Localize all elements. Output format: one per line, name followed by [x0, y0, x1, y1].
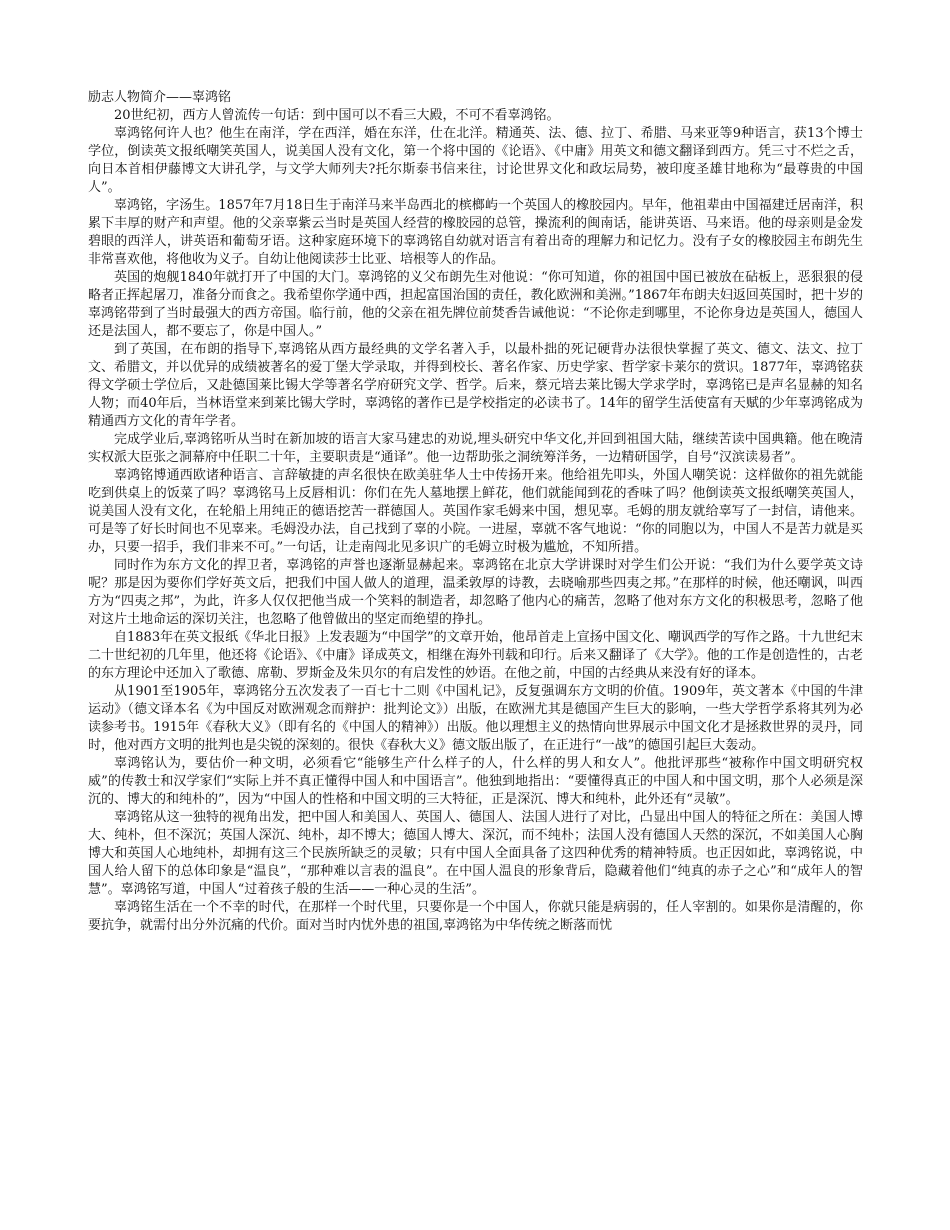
paragraph-intro: 20世纪初，西方人曾流传一句话：到中国可以不看三大殿，不可不看辜鸿铭。: [114, 108, 560, 123]
paragraph: 完成学业后,辜鸿铭听从当时在新加坡的语言大家马建忠的劝说,埋头研究中华文化,并回到祖国大陆，继续苦读中国典籍。他在晚清实权派大臣张之洞幕府中任职二十年，主要职责是“通译”。他一边帮助张之洞统筹洋务，一边精研国学，自号“汉滨读易者”。: [88, 432, 863, 465]
paragraph: 自1883年在英文报纸《华北日报》上发表题为“中国学”的文章开始，他昂首走上宣扬中国文化、嘲讽西学的写作之路。十九世纪末二十世纪初的几年里，他还将《论语》、《中庸》译成英文，相继在海外刊载和印行。后来又翻译了《大学》。他的工作是创造性的，古老的东方理论中还加入了歌德、席勒、罗斯金及朱贝尔的有启发性的妙语。在他之前，中国的古经典从来没有好的译本。: [88, 630, 863, 681]
paragraph: 辜鸿铭从这一独特的视角出发，把中国人和美国人、英国人、德国人、法国人进行了对比，凸显出中国人的特征之所在：美国人博大、纯朴，但不深沉；英国人深沉、纯朴，却不博大；德国人博大、深沉，而不纯朴；法国人没有德国人天然的深沉，不如美国人心胸博大和英国人心地纯朴，却拥有这三个民族所缺乏的灵敏；只有中国人全面具备了这四种优秀的精神特质。也正因如此，辜鸿铭说，中国人给人留下的总体印象是“温良”，“那种难以言表的温良”。在中国人温良的形象背后，隐藏着他们“纯真的赤子之心”和“成年人的智慧”。辜鸿铭写道，中国人“过着孩子般的生活——一种心灵的生活”。: [88, 810, 863, 897]
paragraph: 辜鸿铭，字汤生。1857年7月18日生于南洋马来半岛西北的槟榔屿一个英国人的橡胶园内。早年，他祖辈由中国福建迁居南洋，积累下丰厚的财产和声望。他的父亲辜紫云当时是英国人经营的橡胶园的总管，操流利的闽南话，能讲英语、马来语。他的母亲则是金发碧眼的西洋人，讲英语和葡萄牙语。这种家庭环境下的辜鸿铭自幼就对语言有着出奇的理解力和记忆力。没有子女的橡胶园主布朗先生非常喜欢他，将他收为义子。自幼让他阅读莎士比亚、培根等人的作品。: [88, 198, 863, 267]
paragraph: 英国的炮舰1840年就打开了中国的大门。辜鸿铭的义父布朗先生对他说：“你可知道，你的祖国中国已被放在砧板上，恶狠狠的侵略者正挥起屠刀，准备分而食之。我希望你学通中西，担起富国治国的责任，教化欧洲和美洲。”1867年布朗夫妇返回英国时，把十岁的辜鸿铭带到了当时最强大的西方帝国。临行前，他的父亲在祖先牌位前焚香告诫他说：“不论你走到哪里，不论你身边是英国人，德国人还是法国人，都不要忘了，你是中国人。”: [88, 270, 863, 339]
document-title: 励志人物简介——辜鸿铭: [88, 90, 232, 105]
paragraph: 辜鸿铭博通西欧诸种语言、言辞敏捷的声名很快在欧美驻华人士中传扬开来。他给祖先叩头，外国人嘲笑说：这样做你的祖先就能吃到供桌上的饭菜了吗？辜鸿铭马上反唇相讥：你们在先人墓地摆上鲜花，他们就能闻到花的香味了吗？他倒读英文报纸嘲笑英国人，说美国人没有文化，在轮船上用纯正的德语挖苦一群德国人。英国作家毛姆来中国，想见辜。毛姆的朋友就给辜写了一封信，请他来。可是等了好长时间也不见辜来。毛姆没办法，自己找到了辜的小院。一进屋，辜就不客气地说：“你的同胞以为，中国人不是苦力就是买办，只要一招手，我们非来不可。”一句话，让走南闯北见多识广的毛姆立时极为尴尬，不知所措。: [88, 468, 863, 555]
document-page: [88, 89, 863, 935]
paragraph: 辜鸿铭生活在一个不幸的时代，在那样一个时代里，只要你是一个中国人，你就只能是病弱的，任人宰割的。如果你是清醒的，你要抗争，就需付出分外沉痛的代价。面对当时内忧外患的祖国,辜鸿铭为中华传统之断落而忧: [88, 900, 863, 933]
paragraph: 同时作为东方文化的捍卫者，辜鸿铭的声誉也逐渐显赫起来。辜鸿铭在北京大学讲课时对学生们公开说：“我们为什么要学英文诗呢？那是因为要你们学好英文后，把我们中国人做人的道理，温柔敦厚的诗教，去晓喻那些四夷之邦。”在那样的时候，他还嘲讽，叫西方为“四夷之邦”，为此，许多人仅仅把他当成一个笑料的制造者，却忽略了他内心的痛苦，忽略了他对东方文化的积极思考，忽略了他对这片土地命运的深切关注，也忽略了他曾做出的坚定而绝望的挣扎。: [88, 558, 863, 627]
paragraph: 从1901至1905年，辜鸿铭分五次发表了一百七十二则《中国札记》，反复强调东方文明的价值。1909年，英文著本《中国的牛津运动》（德文译本名《为中国反对欧洲观念而辩护：批判论文》）出版，在欧洲尤其是德国产生巨大的影响，一些大学哲学系将其列为必读参考书。1915年《春秋大义》（即有名的《中国人的精神》）出版。他以理想主义的热情向世界展示中国文化才是拯救世界的灵丹，同时，他对西方文明的批判也是尖锐的深刻的。很快《春秋大义》德文版出版了，在正进行“一战”的德国引起巨大轰动。: [88, 684, 863, 753]
paragraph: 辜鸿铭何许人也？他生在南洋，学在西洋，婚在东洋，仕在北洋。精通英、法、德、拉丁、希腊、马来亚等9种语言，获13个博士学位，倒读英文报纸嘲笑英国人，说美国人没有文化，第一个将中国的《论语》、《中庸》用英文和德文翻译到西方。凭三寸不烂之舌，向日本首相伊藤博文大讲孔学，与文学大师列夫?托尔斯泰书信来往，讨论世界文化和政坛局势，被印度圣雄甘地称为“最尊贵的中国人”。: [88, 126, 863, 195]
paragraph: 辜鸿铭认为，要估价一种文明，必须看它“能够生产什么样子的人，什么样的男人和女人”。他批评那些“被称作中国文明研究权威”的传教士和汉学家们“实际上并不真正懂得中国人和中国语言”。他独到地指出：“要懂得真正的中国人和中国文明，那个人必须是深沉的、博大的和纯朴的”，因为“中国人的性格和中国文明的三大特征，正是深沉、博大和纯朴，此外还有“灵敏”。: [88, 756, 863, 807]
paragraph: 到了英国，在布朗的指导下,辜鸿铭从西方最经典的文学名著入手，以最朴拙的死记硬背办法很快掌握了英文、德文、法文、拉丁文、希腊文，并以优异的成绩被著名的爱丁堡大学录取，并得到校长、著名作家、历史学家、哲学家卡莱尔的赏识。1877年，辜鸿铭获得文学硕士学位后，又赴德国莱比锡大学等著名学府研究文学、哲学。后来，蔡元培去莱比锡大学求学时，辜鸿铭已是声名显赫的知名人物；而40年后，当林语堂来到莱比锡大学时，辜鸿铭的著作已是学校指定的必读书了。14年的留学生活使富有天赋的少年辜鸿铭成为精通西方文化的青年学者。: [88, 342, 863, 429]
